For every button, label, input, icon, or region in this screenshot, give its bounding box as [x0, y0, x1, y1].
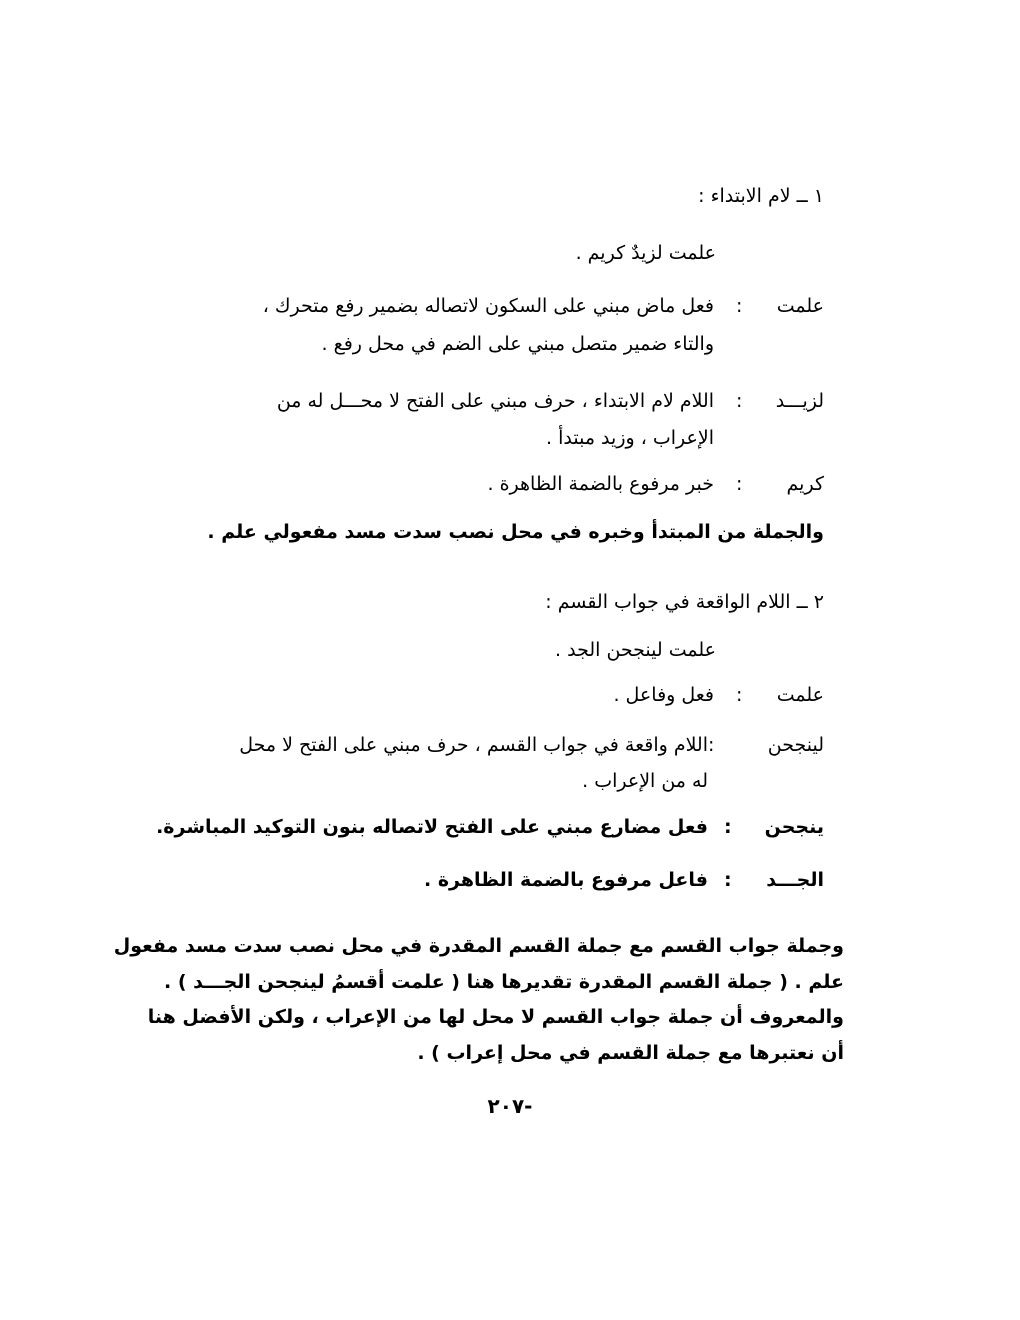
paragraph-line: وجملة جواب القسم مع جملة القسم المقدرة في محل نصب سدت مسد مفعول — [113, 935, 844, 957]
entry-colon: : — [736, 684, 743, 706]
entry-line: فعل مضارع مبني على الفتح لاتصاله بنون التوكيد المباشرة. — [156, 816, 708, 838]
entry-line: له من الإعراب . — [582, 770, 708, 792]
entry-line: فعل وفاعل . — [613, 684, 714, 706]
paragraph-line: والمعروف أن جملة جواب القسم لا محل لها من الإعراب ، ولكن الأفضل هنا — [147, 1006, 844, 1028]
entry-line: والتاء ضمير متصل مبني على الضم في محل رفع . — [321, 333, 714, 355]
entry-label-aljidd: الجـــد — [766, 869, 824, 891]
section-1-conclusion: والجملة من المبتدأ وخبره في محل نصب سدت مسد مفعولي علم . — [207, 521, 824, 543]
entry-label-alimtu: علمت — [776, 684, 824, 706]
entry-line: فاعل مرفوع بالضمة الظاهرة . — [424, 869, 708, 891]
page-number: -٢٠٧ — [487, 1094, 533, 1118]
paragraph-line: علم . ( جملة القسم المقدرة تقديرها هنا ( علمت أقسمُ لينجحن الجـــد ) . — [164, 971, 844, 993]
entry-line: خبر مرفوع بالضمة الظاهرة . — [487, 473, 714, 495]
section-2-heading: ٢ ــ اللام الواقعة في جواب القسم : — [545, 591, 824, 613]
section-2-example: علمت لينجحن الجد . — [555, 639, 716, 661]
entry-label-lizaid: لزيـــد — [775, 390, 824, 412]
entry-label-alimtu: علمت — [776, 295, 824, 317]
entry-line: اللام لام الابتداء ، حرف مبني على الفتح لا محـــل له من — [276, 390, 714, 412]
entry-colon: : — [708, 734, 715, 756]
entry-label-karim: كريم — [786, 473, 824, 495]
entry-colon: : — [724, 816, 732, 838]
entry-line: فعل ماض مبني على السكون لاتصاله بضمير رفع متحرك ، — [262, 295, 714, 317]
entry-line: الإعراب ، وزيد مبتدأ . — [546, 427, 714, 449]
entry-colon: : — [736, 390, 743, 412]
entry-colon: : — [736, 295, 743, 317]
entry-colon: : — [736, 473, 743, 495]
paragraph-line: أن نعتبرها مع جملة القسم في محل إعراب ) . — [417, 1042, 844, 1064]
section-1-example: علمت لزيدٌ كريم . — [575, 242, 716, 264]
entry-line: اللام واقعة في جواب القسم ، حرف مبني على الفتح لا محل — [239, 734, 708, 756]
section-1-heading: ١ ــ لام الابتداء : — [698, 185, 824, 207]
entry-colon: : — [724, 869, 732, 891]
entry-label-layanjahanna: لينجحن — [767, 734, 824, 756]
entry-label-yanjahanna: ينجحن — [764, 816, 824, 838]
